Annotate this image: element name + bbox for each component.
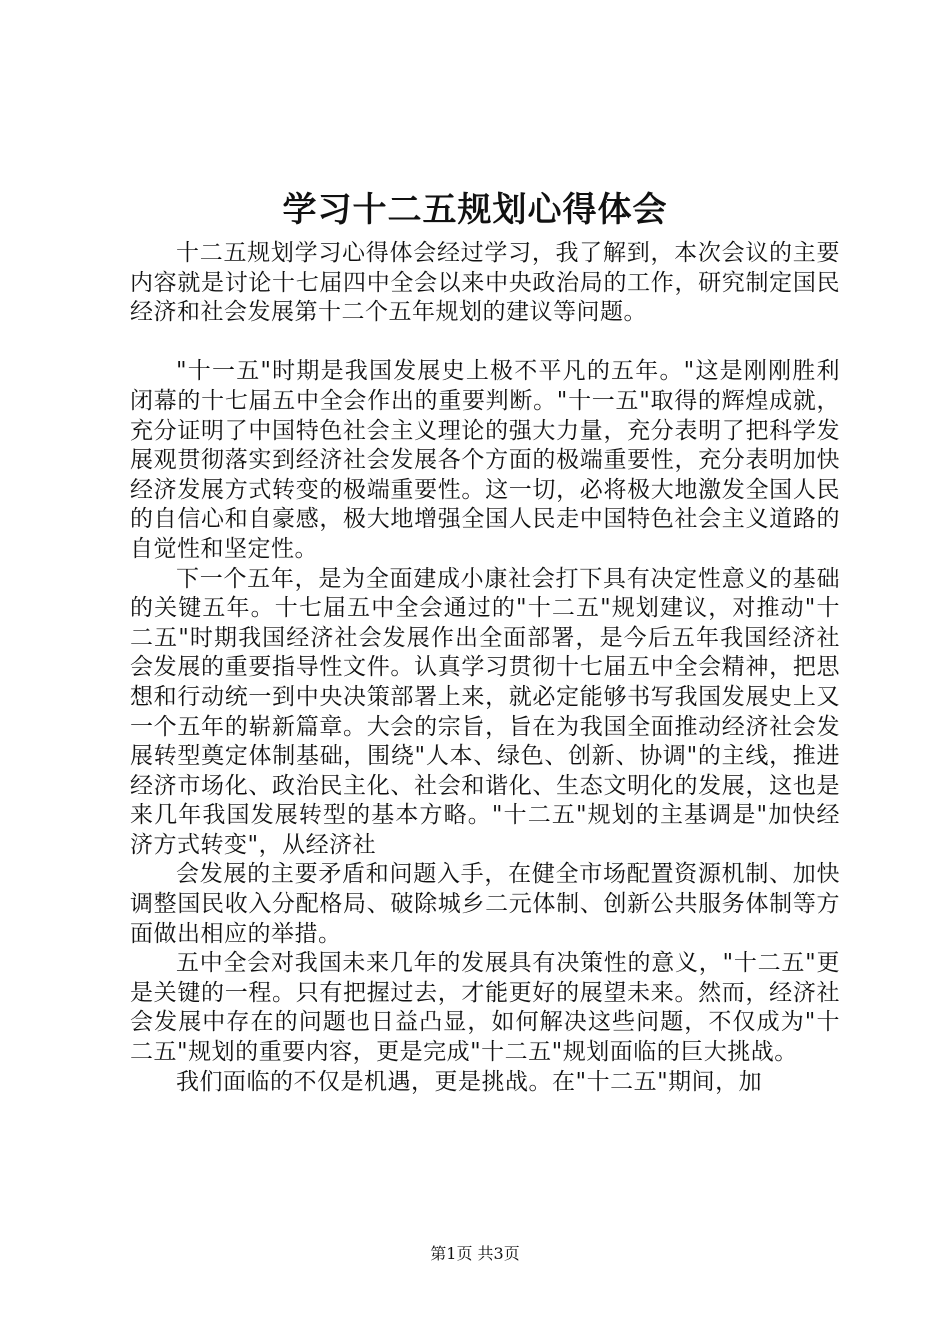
document-body xyxy=(130,239,840,1097)
paragraph-6: 我们面临的不仅是机遇，更是挑战。在"十二五"期间，加 xyxy=(176,1068,763,1095)
document-title: 学习十二五规划心得体会 xyxy=(282,190,668,230)
page-number-footer: 第1页 共3页 xyxy=(430,1244,520,1263)
paragraph-2: "十一五"时期是我国发展史上极不平凡的五年。"这是刚刚胜利闭幕的十七届五中全会作出的重要判断。"十一五"取得的辉煌成就，充分证明了中国特色社会主义理论的强大力量，充分表明了把科学发展观贯彻落实到经济社会发展各个方面的极端重要性，充分表明加快经济发展方式转变的极端重要性。这一切，必将极大地激发全国人民的自信心和自豪感，极大地增强全国人民走中国特色社会主义道路的自觉性和坚定性。 xyxy=(130,358,840,562)
paragraph-1: 十二五规划学习心得体会经过学习，我了解到，本次会议的主要内容就是讨论十七届四中全会以来中央政治局的工作，研究制定国民经济和社会发展第十二个五年规划的建议等问题。 xyxy=(130,240,840,326)
paragraph-5: 五中全会对我国未来几年的发展具有决策性的意义，"十二五"更是关键的一程。只有把握过去，才能更好的展望未来。然而，经济社会发展中存在的问题也日益凸显，如何解决这些问题，不仅成为"十二五"规划的重要内容，更是完成"十二五"规划面临的巨大挑战。 xyxy=(130,950,840,1066)
paragraph-4: 会发展的主要矛盾和问题入手，在健全市场配置资源机制、加快调整国民收入分配格局、破除城乡二元体制、创新公共服务体制等方面做出相应的举措。 xyxy=(130,861,840,947)
paragraph-3: 下一个五年，是为全面建成小康社会打下具有决定性意义的基础的关键五年。十七届五中全会通过的"十二五"规划建议，对推动"十二五"时期我国经济社会发展作出全面部署，是今后五年我国经济社会发展的重要指导性文件。认真学习贯彻十七届五中全会精神，把思想和行动统一到中央决策部署上来，就必定能够书写我国发展史上又一个五年的崭新篇章。大会的宗旨，旨在为我国全面推动经济社会发展转型奠定体制基础，围绕"人本、绿色、创新、协调"的主线，推进经济市场化、政治民主化、社会和谐化、生态文明化的发展，这也是来几年我国发展转型的基本方略。"十二五"规划的主基调是"加快经济方式转变"，从经济社 xyxy=(130,565,840,858)
